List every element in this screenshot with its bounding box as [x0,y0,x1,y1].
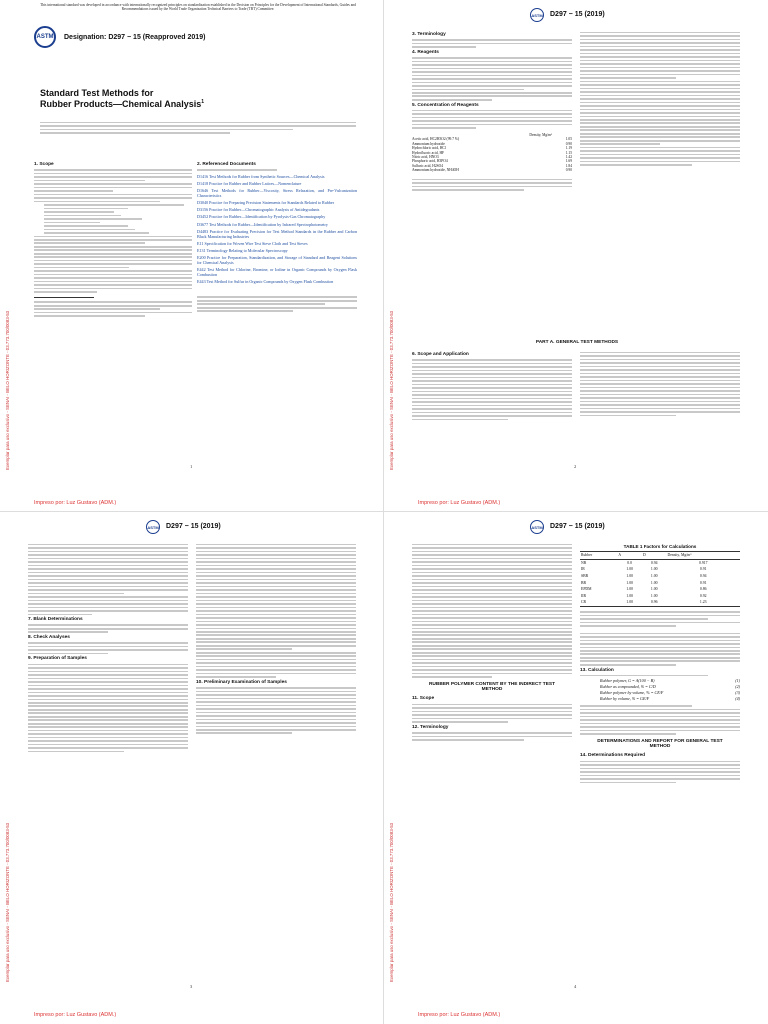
heading-blank-determinations: 7. Blank Determinations [28,617,83,623]
page-number: 2 [574,464,577,469]
table-row: Hydrofluoric acid, HF 1.15 [412,150,572,155]
equation: Rubber polymer by volume, % = CE/F (3) [600,690,740,696]
page-1 [0,0,384,512]
table-1-title: TABLE 1 Factors for Calculations [623,544,697,549]
table-row: Hydrochloric acid, HCl 1.19 [412,146,572,151]
table-row: IIR 1.00 1.00 0.92 [581,593,707,598]
heading-check-analyses: 8. Check Analyses [28,635,70,641]
designation: Designation: D297 − 15 (Reapproved 2019) [64,34,206,41]
table-row: Ammonium hydroxide 0.90 [412,141,572,146]
heading-scope: 1. Scope [34,162,54,167]
standard-title-line2: Rubber Products—Chemical Analysis$^1$ [40,99,204,109]
watermark-page-2: Exemplar para uso exclusivo - SENAI - BELO HORIZONTE - 03.773.700/0083-53 [389,310,394,470]
page-3-left-column [28,542,188,754]
astm-logo-icon: ASTM [146,520,160,534]
astm-logo-icon: ASTM [530,520,544,534]
heading-preliminary: 10. Preliminary Examination of Samples [196,679,287,685]
printed-by: Impreso por: Luz Gustavo (ADM.) [418,1012,501,1018]
ref-item: D1646 Test Methods for Rubber—Viscosity, Stress Relaxation, and Pre-Vulcanization Characteristics [197,188,357,199]
heading-terminology: 3. Terminology [412,32,446,37]
heading-terminology-12: 12. Terminology [412,724,449,730]
table-row: Phosphoric acid, H3PO4 1.69 [412,159,572,164]
ref-item: E442 Test Method for Chlorine, Bromine, or Iodine in Organic Compounds by Oxygen Flask Combustion [197,267,357,278]
table-row: NR 0.0 0.94 0.917 [581,560,708,565]
ref-item: D1416 Test Methods for Rubber from Synthetic Sources—Chemical Analysis [197,173,325,179]
ref-item: D3040 Practice for Preparing Precision Statements for Standards Related to Rubber [197,200,335,206]
ref-item: D3156 Practice for Rubber—Chromatographic Analysis of Antidegradants [197,207,320,213]
table-row: Sulfuric acid, H2SO4 1.84 [412,163,572,168]
astm-standards-list [197,174,357,285]
heading-scope-11: 11. Scope [412,696,435,702]
ref-item: E443 Test Method for Sulfur in Organic Compounds by Oxygen Flask Combustion [197,279,334,285]
page-3 [0,512,384,1024]
ref-item: D4483 Practice for Evaluating Precision for Test Method Standards in the Rubber and Carbon Black Manufacturing Industries [197,228,357,239]
watermark-page-3: Exemplar para uso exclusivo - SENAI - BELO HORIZONTE - 03.773.700/0083-53 [5,822,10,982]
table-row: Acetic acid, HC2H3O2 (99.7 %) 1.05 [412,137,572,142]
ref-item: D3452 Practice for Rubber—Identification by Pyrolysis-Gas Chromatography [197,214,326,220]
page-1-right-column [197,160,357,314]
page-2-lower-left [412,350,572,422]
equation: Rubber as compounded, % = C/D (2) [600,684,740,690]
density-table-header: Density, Mg/m³ [529,132,552,137]
standard-title-line1: Standard Test Methods for [40,88,154,98]
ref-item: D3677 Test Methods for Rubber—Identification by Infrared Spectrophotometry [197,221,328,227]
ref-item: E200 Practice for Preparation, Standardization, and Storage of Standard and Reagent Solutions for Chemical Analysis [197,255,357,266]
factors-table [580,551,740,607]
printed-by: Impreso por: Luz Gustavo (ADM.) [418,500,501,506]
astm-logo-icon: ASTM [530,8,544,22]
heading-determinations-14: 14. Determinations Required [580,753,646,759]
header-notice: This international standard was developed in accordance with internationally recognized principles on standardization established in the Decision on Principles for the Development of International Standards, Guides and Recommendations issued by the World Trade Organization Technical Barriers to Trade (TBT) Committee. [40,3,356,12]
running-head: D297 − 15 (2019) [166,523,221,530]
equation: Rubber polymer, G = A(100 − B) (1) [600,678,740,684]
page-number: 3 [190,984,193,989]
intro-paragraph [40,120,356,136]
running-head: D297 − 15 (2019) [550,11,605,18]
watermark-page-4: Exemplar para uso exclusivo - SENAI - BELO HORIZONTE - 03.773.700/0083-53 [389,822,394,982]
page-4-left-column [412,542,572,743]
table-header-row: Rubber A D Density, Mg/m³ [580,552,740,560]
printed-by: Impreso por: Luz Gustavo (ADM.) [34,500,117,506]
heading-reagents: 4. Reagents [412,49,439,55]
page-2-right-column [580,30,740,168]
heading-calculation-13: 13. Calculation [580,667,614,673]
heading-preparation: 9. Preparation of Samples [28,656,87,662]
page-4-right-column [580,542,740,785]
page-divider [0,511,768,512]
page-number: 4 [574,984,577,989]
equations [580,678,740,702]
ref-item: E131 Terminology Relating to Molecular Spectroscopy [197,247,288,253]
running-head: D297 − 15 (2019) [550,523,605,530]
page-2-left-column [412,30,572,192]
heading-concentration: 5. Concentration of Reagents [412,102,479,108]
table-row: EPDM 1.00 1.00 0.86 [581,587,707,592]
watermark-page-1: Exemplar para uso exclusivo - SENAI - BELO HORIZONTE - 03.773.700/0083-53 [5,310,10,470]
heading-rubber-polymer: RUBBER POLYMER CONTENT BY THE INDIRECT TEST METHOD [428,681,556,693]
heading-referenced-documents: 2. Referenced Documents [197,162,256,167]
table-row: Ammonium hydroxide, NH4OH 0.90 [412,168,572,173]
page-number: 1 [190,464,193,469]
equation: Rubber by volume, % = GE/F (4) [600,696,740,702]
page-2-lower-right [580,350,740,418]
astm-logo-icon: ASTM [34,26,56,48]
table-row: SBR 1.00 1.00 0.94 [581,574,707,579]
printed-by: Impreso por: Luz Gustavo (ADM.) [34,1012,117,1018]
table-row: CR 1.00 0.96 1.23 [581,600,707,605]
density-table [412,133,572,173]
table-row: Nitric acid, HNO3 1.42 [412,154,572,159]
page-4 [384,512,768,1024]
ref-item: D1418 Practice for Rubber and Rubber Latices—Nomenclature [197,180,302,186]
table-row: BR 1.00 1.00 0.91 [581,580,707,585]
ref-item: E11 Specification for Woven Wire Test Sieve Cloth and Test Sieves [197,240,308,246]
page-3-right-column [196,542,356,736]
heading-scope-application: 6. Scope and Application [412,352,469,357]
heading-determinations-report: DETERMINATIONS AND REPORT FOR GENERAL TEST METHOD [597,738,723,750]
heading-part-a: PART A. GENERAL TEST METHODS [535,340,619,345]
page-2 [384,0,768,512]
table-row: IR 1.00 1.00 0.91 [581,567,707,572]
page-divider [383,0,384,1024]
page-1-left-column [34,160,192,319]
